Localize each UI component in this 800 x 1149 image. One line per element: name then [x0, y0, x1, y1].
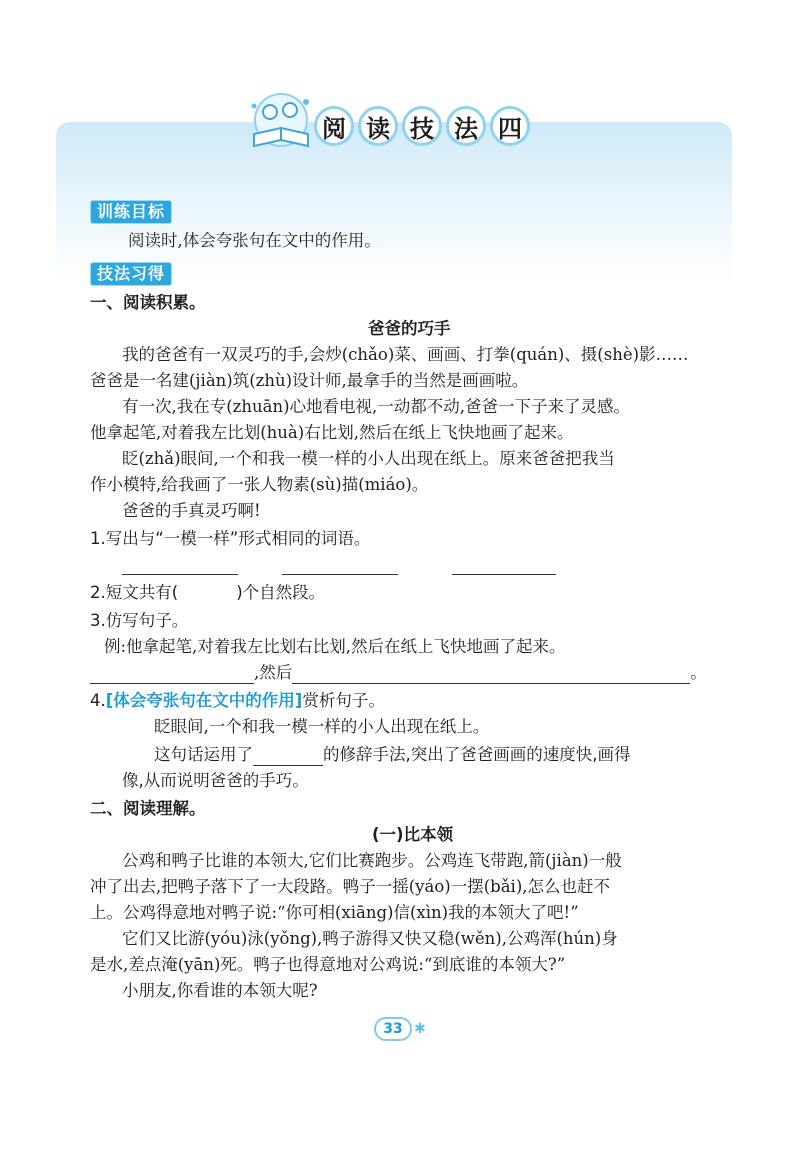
- question-3-example: 例:他拿起笔,对着我左比划右比划,然后在纸上飞快地画了起来。: [104, 637, 566, 656]
- question-4-number: 4.: [90, 691, 106, 710]
- part1-heading: 一、阅读积累。: [90, 293, 206, 312]
- story2-line: 是水,差点淹(yān)死。鸭子也得意地对公鸡说:“到底谁的本领大?”: [90, 955, 566, 974]
- answer-prefix: 这句话运用了: [154, 745, 253, 764]
- question-4-answer-line2: 像,从而说明爸爸的手巧。: [122, 771, 309, 790]
- title-char: 技: [402, 106, 442, 146]
- goal-text: 阅读时,体会夸张句在文中的作用。: [128, 231, 381, 250]
- story2-line: 小朋友,你看谁的本领大呢?: [122, 981, 318, 1000]
- part2-heading: 二、阅读理解。: [90, 799, 206, 818]
- story2-line: 上。公鸡得意地对鸭子说:“你可相(xiāng)信(xìn)我的本领大了吧!”: [90, 903, 579, 922]
- story2-title: (一)比本领: [372, 825, 454, 844]
- question-4-hint: [体会夸张句在文中的作用]: [105, 691, 303, 710]
- question-1: 1.写出与“一模一样”形式相同的词语。: [90, 529, 371, 548]
- question-2-prefix: 2.短文共有(: [90, 583, 179, 602]
- story1-line: 作小模特,给我画了一张人物素(sù)描(miáo)。: [90, 475, 429, 494]
- title-char: 读: [358, 106, 398, 146]
- question-3-imitation: [90, 662, 707, 684]
- title-char: 法: [446, 106, 486, 146]
- story1-line: 我的爸爸有一双灵巧的手,会炒(chǎo)菜、画画、打拳(quán)、摄(shè)影……: [122, 345, 689, 364]
- question-2-suffix: )个自然段。: [236, 583, 326, 602]
- answer-blank[interactable]: [282, 574, 398, 575]
- page-title: [314, 106, 530, 146]
- story1-line: 爸爸的手真灵巧啊!: [122, 501, 261, 520]
- question-4-text: 赏析句子。: [302, 691, 385, 710]
- story1-title: 爸爸的巧手: [368, 319, 451, 338]
- question-2: [90, 582, 325, 604]
- kids-reading-book-icon: [240, 90, 322, 158]
- story2-line: 冲了出去,把鸭子落下了一大段路。鸭子一摇(yáo)一摆(bǎi),怎么也赶不: [90, 877, 611, 896]
- answer-blank[interactable]: [452, 574, 556, 575]
- question-4: [90, 690, 385, 712]
- answer-blank[interactable]: [292, 683, 690, 684]
- answer-blank[interactable]: [253, 765, 323, 766]
- answer-blank[interactable]: [90, 683, 254, 684]
- title-char: 阅: [314, 106, 354, 146]
- page-number: 33: [374, 1017, 412, 1041]
- answer-suffix: 的修辞手法,突出了爸爸画画的速度快,画得: [323, 745, 631, 764]
- story1-line: 他拿起笔,对着我左比划(huà)右比划,然后在纸上飞快地画了起来。: [90, 423, 574, 442]
- question-4-answer: [154, 744, 631, 766]
- story1-line: 有一次,我在专(zhuān)心地看电视,一动都不动,爸爸一下子来了灵感。: [122, 397, 631, 416]
- method-tag: 技法习得: [90, 262, 172, 286]
- story2-line: 公鸡和鸭子比谁的本领大,它们比赛跑步。公鸡连飞带跑,箭(jiàn)一般: [122, 851, 622, 870]
- period-text: 。: [690, 663, 707, 682]
- answer-blank[interactable]: [122, 574, 238, 575]
- story2-line: 它们又比游(yóu)泳(yǒng),鸭子游得又快又稳(wěn),公鸡浑(hún)身: [122, 929, 618, 948]
- then-text: ,然后: [254, 663, 293, 682]
- star-icon: ✱: [414, 1021, 426, 1037]
- title-char: 四: [490, 106, 530, 146]
- question-4-sentence: 眨眼间,一个和我一模一样的小人出现在纸上。: [154, 717, 490, 736]
- training-goal-tag: 训练目标: [90, 200, 172, 224]
- question-3: 3.仿写句子。: [90, 611, 189, 630]
- story1-line: 爸爸是一名建(jiàn)筑(zhù)设计师,最拿手的当然是画画啦。: [90, 371, 529, 390]
- story1-line: 眨(zhǎ)眼间,一个和我一模一样的小人出现在纸上。原来爸爸把我当: [122, 449, 615, 468]
